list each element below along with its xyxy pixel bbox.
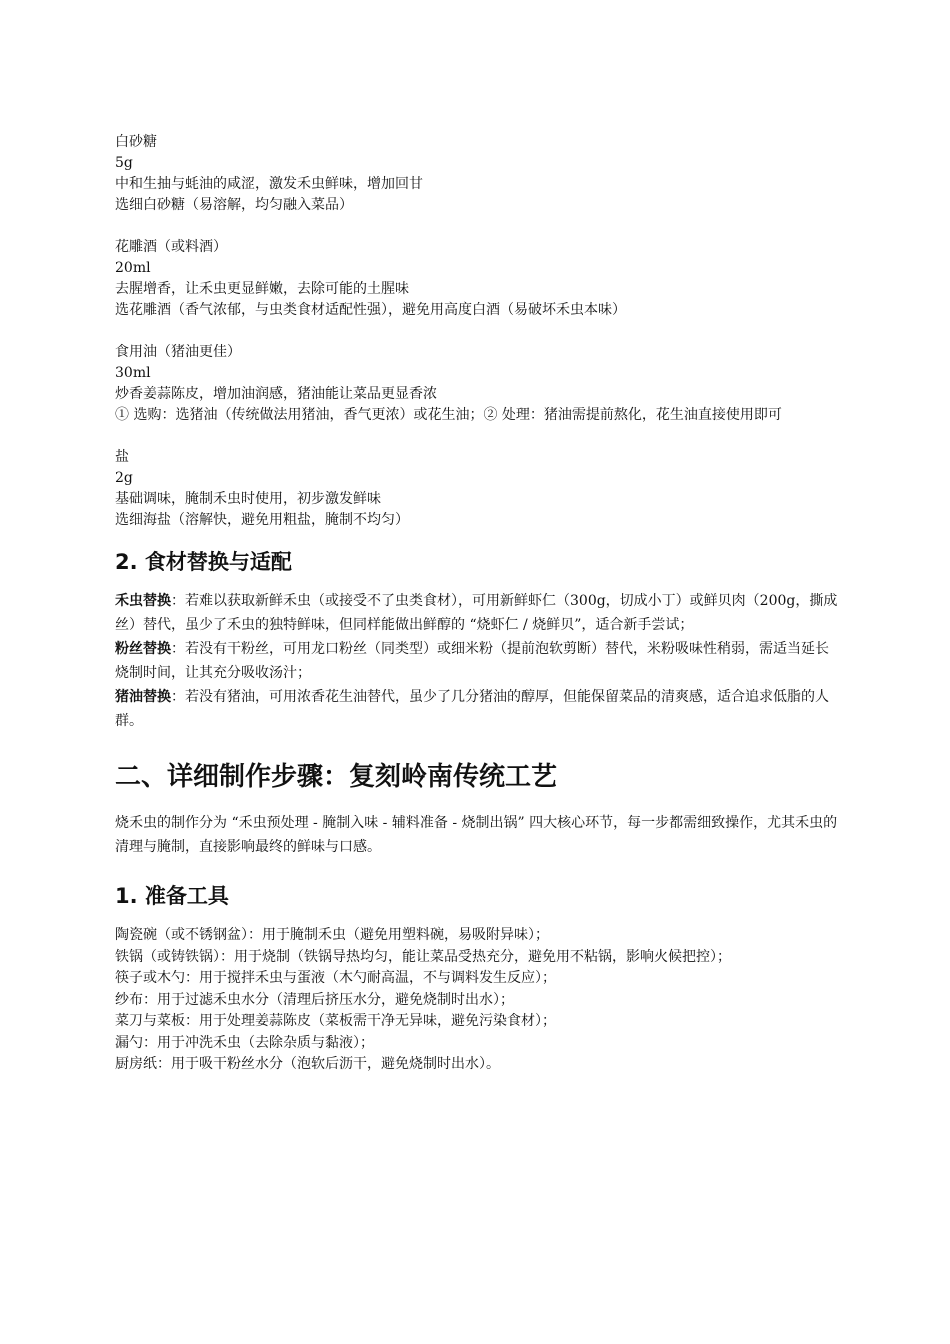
replace-item	[115, 637, 840, 685]
ingredient-list	[115, 132, 840, 531]
chapter-intro: 烧禾虫的制作分为 “禾虫预处理 - 腌制入味 - 辅料准备 - 烧制出锅” 四大核心环节，每一步都需细致操作，尤其禾虫的清理与腌制，直接影响最终的鲜味与口感。	[115, 815, 838, 855]
ingredient-item	[115, 132, 840, 216]
replace-item	[115, 685, 840, 733]
ingredient-name: 白砂糖	[115, 134, 157, 150]
replace-text: ：若难以获取新鲜禾虫（或接受不了虫类食材），可用新鲜虾仁（300g，切成小丁）或鲜贝肉（200g，撕成丝）替代，虽少了禾虫的独特鲜味，但同样能做出鲜醇的 “烧虾仁 / 烧鲜贝”，适合新手尝试；	[115, 593, 838, 633]
replace-term: 禾虫替换	[115, 593, 171, 609]
ingredient-item	[115, 342, 840, 426]
tools-list	[115, 925, 840, 1076]
ingredient-name: 花雕酒（或料酒）	[115, 239, 227, 255]
document-page	[115, 132, 840, 1076]
replace-list	[115, 589, 840, 733]
ingredient-purpose: 基础调味，腌制禾虫时使用，初步激发鲜味	[115, 491, 381, 507]
section-heading-replace: 2. 食材替换与适配	[115, 550, 292, 574]
tool-item: 菜刀与菜板：用于处理姜蒜陈皮（菜板需干净无异味，避免污染食材）；	[115, 1013, 556, 1029]
ingredient-purpose: 去腥增香，让禾虫更显鲜嫩，去除可能的土腥味	[115, 281, 409, 297]
tool-item: 筷子或木勺：用于搅拌禾虫与蛋液（木勺耐高温，不与调料发生反应）；	[115, 970, 556, 986]
replace-text: ：若没有干粉丝，可用龙口粉丝（同类型）或细米粉（提前泡软剪断）替代，米粉吸味性稍弱，需适当延长烧制时间，让其充分吸收汤汁；	[115, 641, 829, 681]
ingredient-item	[115, 237, 840, 321]
tool-item: 铁锅（或铸铁锅）：用于烧制（铁锅导热均匀，能让菜品受热充分，避免用不粘锅，影响火候把控）；	[115, 948, 731, 965]
ingredient-amount: 2g	[115, 470, 133, 486]
ingredient-purpose: 中和生抽与蚝油的咸涩，激发禾虫鲜味，增加回甘	[115, 176, 423, 192]
ingredient-tip: ① 选购：选猪油（传统做法用猪油，香气更浓）或花生油；② 处理：猪油需提前熬化，花生油直接使用即可	[115, 407, 782, 423]
ingredient-tip: 选细白砂糖（易溶解，均匀融入菜品）	[115, 197, 353, 213]
tool-item: 厨房纸：用于吸干粉丝水分（泡软后沥干，避免烧制时出水）。	[115, 1056, 500, 1072]
ingredient-name: 食用油（猪油更佳）	[115, 344, 241, 360]
tool-item: 陶瓷碗（或不锈钢盆）：用于腌制禾虫（避免用塑料碗，易吸附异味）；	[115, 927, 549, 943]
chapter-heading: 二、详细制作步骤：复刻岭南传统工艺	[115, 762, 558, 792]
ingredient-item	[115, 447, 840, 531]
ingredient-purpose: 炒香姜蒜陈皮，增加油润感，猪油能让菜品更显香浓	[115, 386, 437, 402]
replace-item	[115, 589, 840, 637]
replace-term: 粉丝替换	[115, 641, 171, 657]
ingredient-amount: 20ml	[115, 260, 151, 276]
ingredient-tip: 选花雕酒（香气浓郁，与虫类食材适配性强），避免用高度白酒（易破坏禾虫本味）	[115, 302, 626, 318]
replace-text: ：若没有猪油，可用浓香花生油替代，虽少了几分猪油的醇厚，但能保留菜品的清爽感，适合追求低脂的人群。	[115, 689, 829, 729]
ingredient-amount: 30ml	[115, 365, 151, 381]
ingredient-name: 盐	[115, 449, 129, 465]
replace-term: 猪油替换	[115, 689, 171, 705]
ingredient-amount: 5g	[115, 155, 133, 171]
section-heading-tools: 1. 准备工具	[115, 884, 229, 908]
ingredient-tip: 选细海盐（溶解快，避免用粗盐，腌制不均匀）	[115, 512, 409, 528]
tool-item: 漏勺：用于冲洗禾虫（去除杂质与黏液）；	[115, 1034, 374, 1051]
tool-item: 纱布：用于过滤禾虫水分（清理后挤压水分，避免烧制时出水）；	[115, 991, 514, 1008]
